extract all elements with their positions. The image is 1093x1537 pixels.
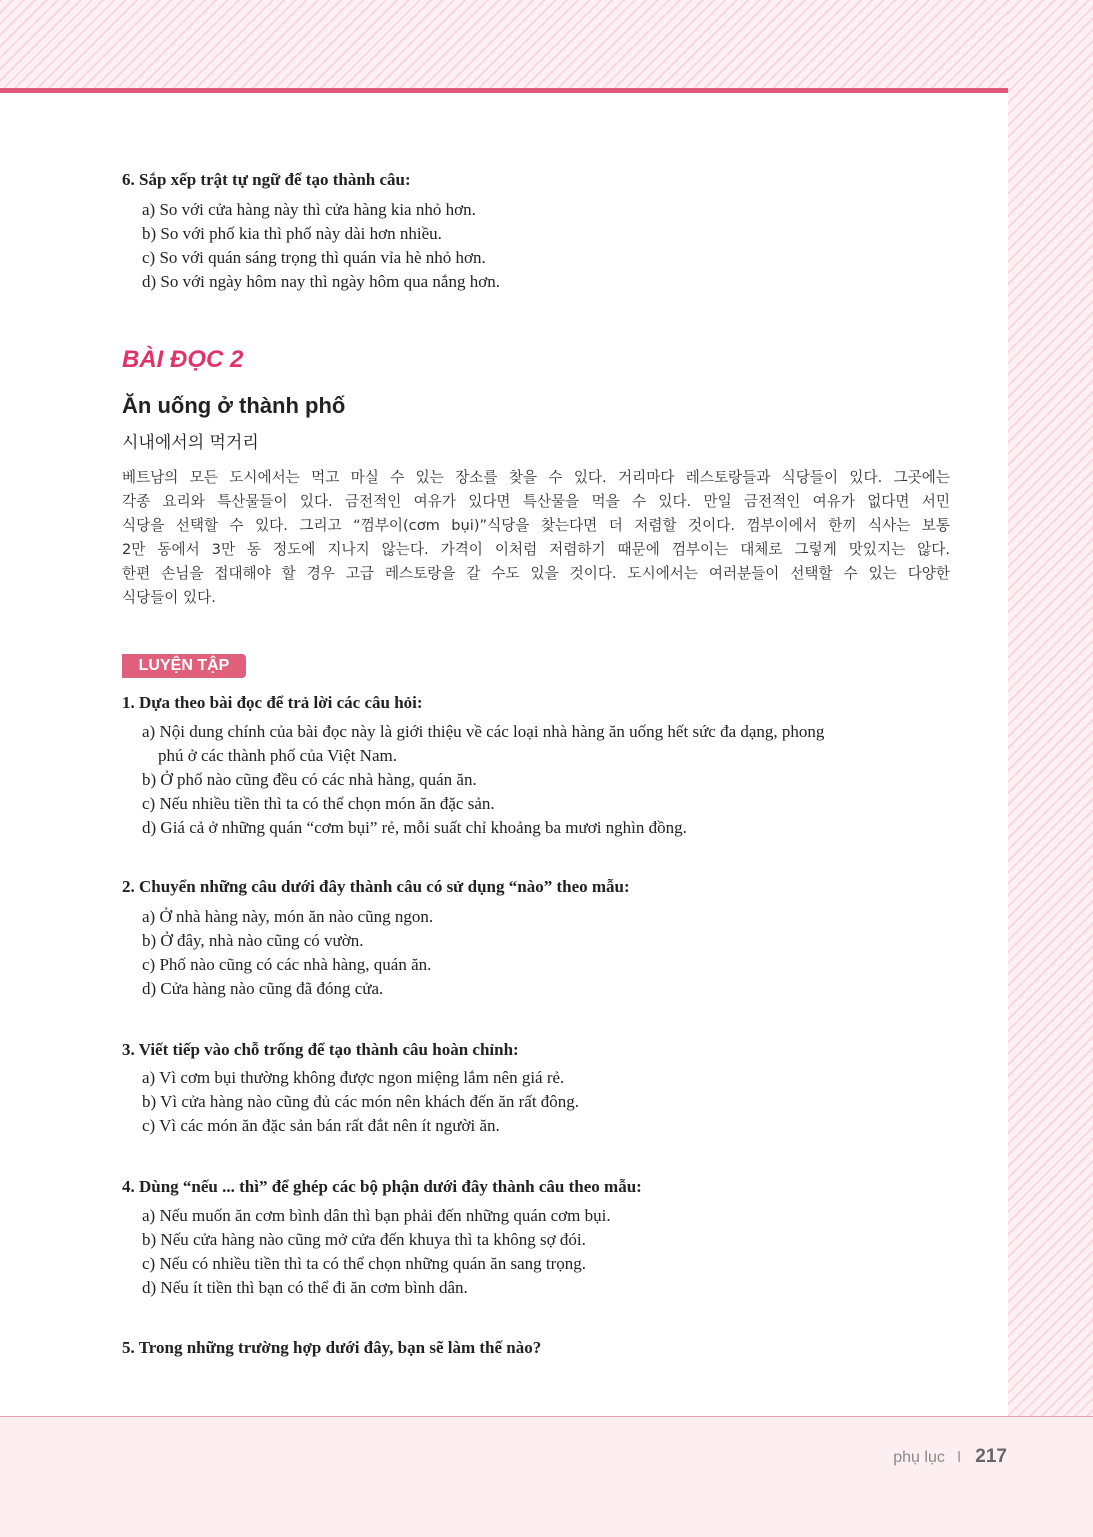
list-item: c) Vì các món ăn đặc sản bán rất đắt nên ít người ăn.: [142, 1116, 500, 1135]
page-footer: [0, 1416, 1093, 1537]
list-item: a) Nếu muốn ăn cơm bình dân thì bạn phải đến những quán cơm bụi.: [142, 1206, 611, 1225]
footer-label: [893, 1446, 1007, 1468]
paragraph-line: 식당들이 있다.: [122, 589, 216, 606]
reading-paragraph: [122, 466, 950, 610]
q4-title: 4. Dùng “nếu ... thì” để ghép các bộ phận dưới đây thành câu theo mẫu:: [122, 1177, 642, 1196]
list-item: a) So với cửa hàng này thì cửa hàng kia nhỏ hơn.: [142, 200, 476, 219]
list-item: b) Ở đây, nhà nào cũng có vườn.: [142, 931, 364, 950]
list-item: c) Nếu có nhiều tiền thì ta có thể chọn những quán ăn sang trọng.: [142, 1254, 587, 1273]
footer-separator: I: [956, 1449, 962, 1466]
paragraph-line: 2만 동에서 3만 동 정도에 지나지 않는다. 가격이 이처럼 저렴하기 때문에 껌부이는 대체로 그렇게 맛있지는 않다.: [122, 541, 950, 558]
paragraph-line: 식당을 선택할 수 있다. 그리고 “껌부이(cơm bụi)”식당을 찾는다면 더 저렴할 것이다. 껌부이에서 한끼 식사는 보통: [122, 517, 950, 534]
footer-section: phụ lục: [893, 1449, 945, 1466]
list-item: b) Vì cửa hàng nào cũng đủ các món nên khách đến ăn rất đông.: [142, 1092, 580, 1111]
header-rule: [0, 88, 1008, 93]
reading-title: Ăn uống ở thành phố: [122, 393, 346, 418]
q2-items: [142, 905, 433, 1001]
q5-title: 5. Trong những trường hợp dưới đây, bạn sẽ làm thế nào?: [122, 1338, 542, 1357]
list-item-continuation: phú ở các thành phố của Việt Nam.: [158, 746, 397, 765]
decorative-top-band: [0, 0, 1093, 90]
list-item: c) Phố nào cũng có các nhà hàng, quán ăn.: [142, 955, 432, 974]
q6-title: 6. Sắp xếp trật tự ngữ để tạo thành câu:: [122, 170, 411, 189]
reading-label: BÀI ĐỌC 2: [122, 346, 244, 373]
list-item: d) Cửa hàng nào cũng đã đóng cửa.: [142, 979, 384, 998]
list-item: a) Nội dung chính của bài đọc này là giới thiệu về các loại nhà hàng ăn uống hết sức đa dạng, phong: [142, 722, 825, 741]
list-item: b) So với phố kia thì phố này dài hơn nhiều.: [142, 224, 442, 243]
list-item: a) Ở nhà hàng này, món ăn nào cũng ngon.: [142, 907, 434, 926]
paragraph-line: 한편 손님을 접대해야 할 경우 고급 레스토랑을 갈 수도 있을 것이다. 도시에서는 여러분들이 선택할 수 있는 다양한: [122, 565, 950, 582]
reading-subtitle: 시내에서의 먹거리: [122, 433, 259, 453]
page-number: 217: [975, 1446, 1007, 1467]
q3-title: 3. Viết tiếp vào chỗ trống để tạo thành câu hoàn chỉnh:: [122, 1040, 519, 1059]
list-item: b) Nếu cửa hàng nào cũng mở cửa đến khuya thì ta không sợ đói.: [142, 1230, 586, 1249]
list-item: a) Vì cơm bụi thường không được ngon miệng lắm nên giá rẻ.: [142, 1068, 565, 1087]
practice-badge: LUYỆN TẬP: [122, 654, 246, 678]
q2-title: 2. Chuyển những câu dưới đây thành câu có sử dụng “nào” theo mẫu:: [122, 877, 630, 896]
list-item: d) Giá cả ở những quán “cơm bụi” rẻ, mỗi suất chỉ khoảng ba mươi nghìn đồng.: [142, 818, 687, 837]
list-item: c) Nếu nhiều tiền thì ta có thể chọn món ăn đặc sản.: [142, 794, 495, 813]
q4-items: [142, 1204, 611, 1300]
q1-items: [142, 720, 824, 840]
q3-items: [142, 1066, 579, 1138]
list-item: d) Nếu ít tiền thì bạn có thể đi ăn cơm bình dân.: [142, 1278, 468, 1297]
q1-title: 1. Dựa theo bài đọc để trả lời các câu hỏi:: [122, 693, 423, 712]
q6-items: [142, 198, 500, 294]
paragraph-line: 각종 요리와 특산물들이 있다. 금전적인 여유가 있다면 특산물을 먹을 수 있다. 만일 금전적인 여유가 없다면 서민: [122, 493, 950, 510]
list-item: b) Ở phố nào cũng đều có các nhà hàng, quán ăn.: [142, 770, 477, 789]
list-item: c) So với quán sáng trọng thì quán vỉa hè nhỏ hơn.: [142, 248, 486, 267]
list-item: d) So với ngày hôm nay thì ngày hôm qua nắng hơn.: [142, 272, 500, 291]
paragraph-line: 베트남의 모든 도시에서는 먹고 마실 수 있는 장소를 찾을 수 있다. 거리마다 레스토랑들과 식당들이 있다. 그곳에는: [122, 469, 950, 486]
decorative-right-band: [1008, 0, 1093, 1416]
